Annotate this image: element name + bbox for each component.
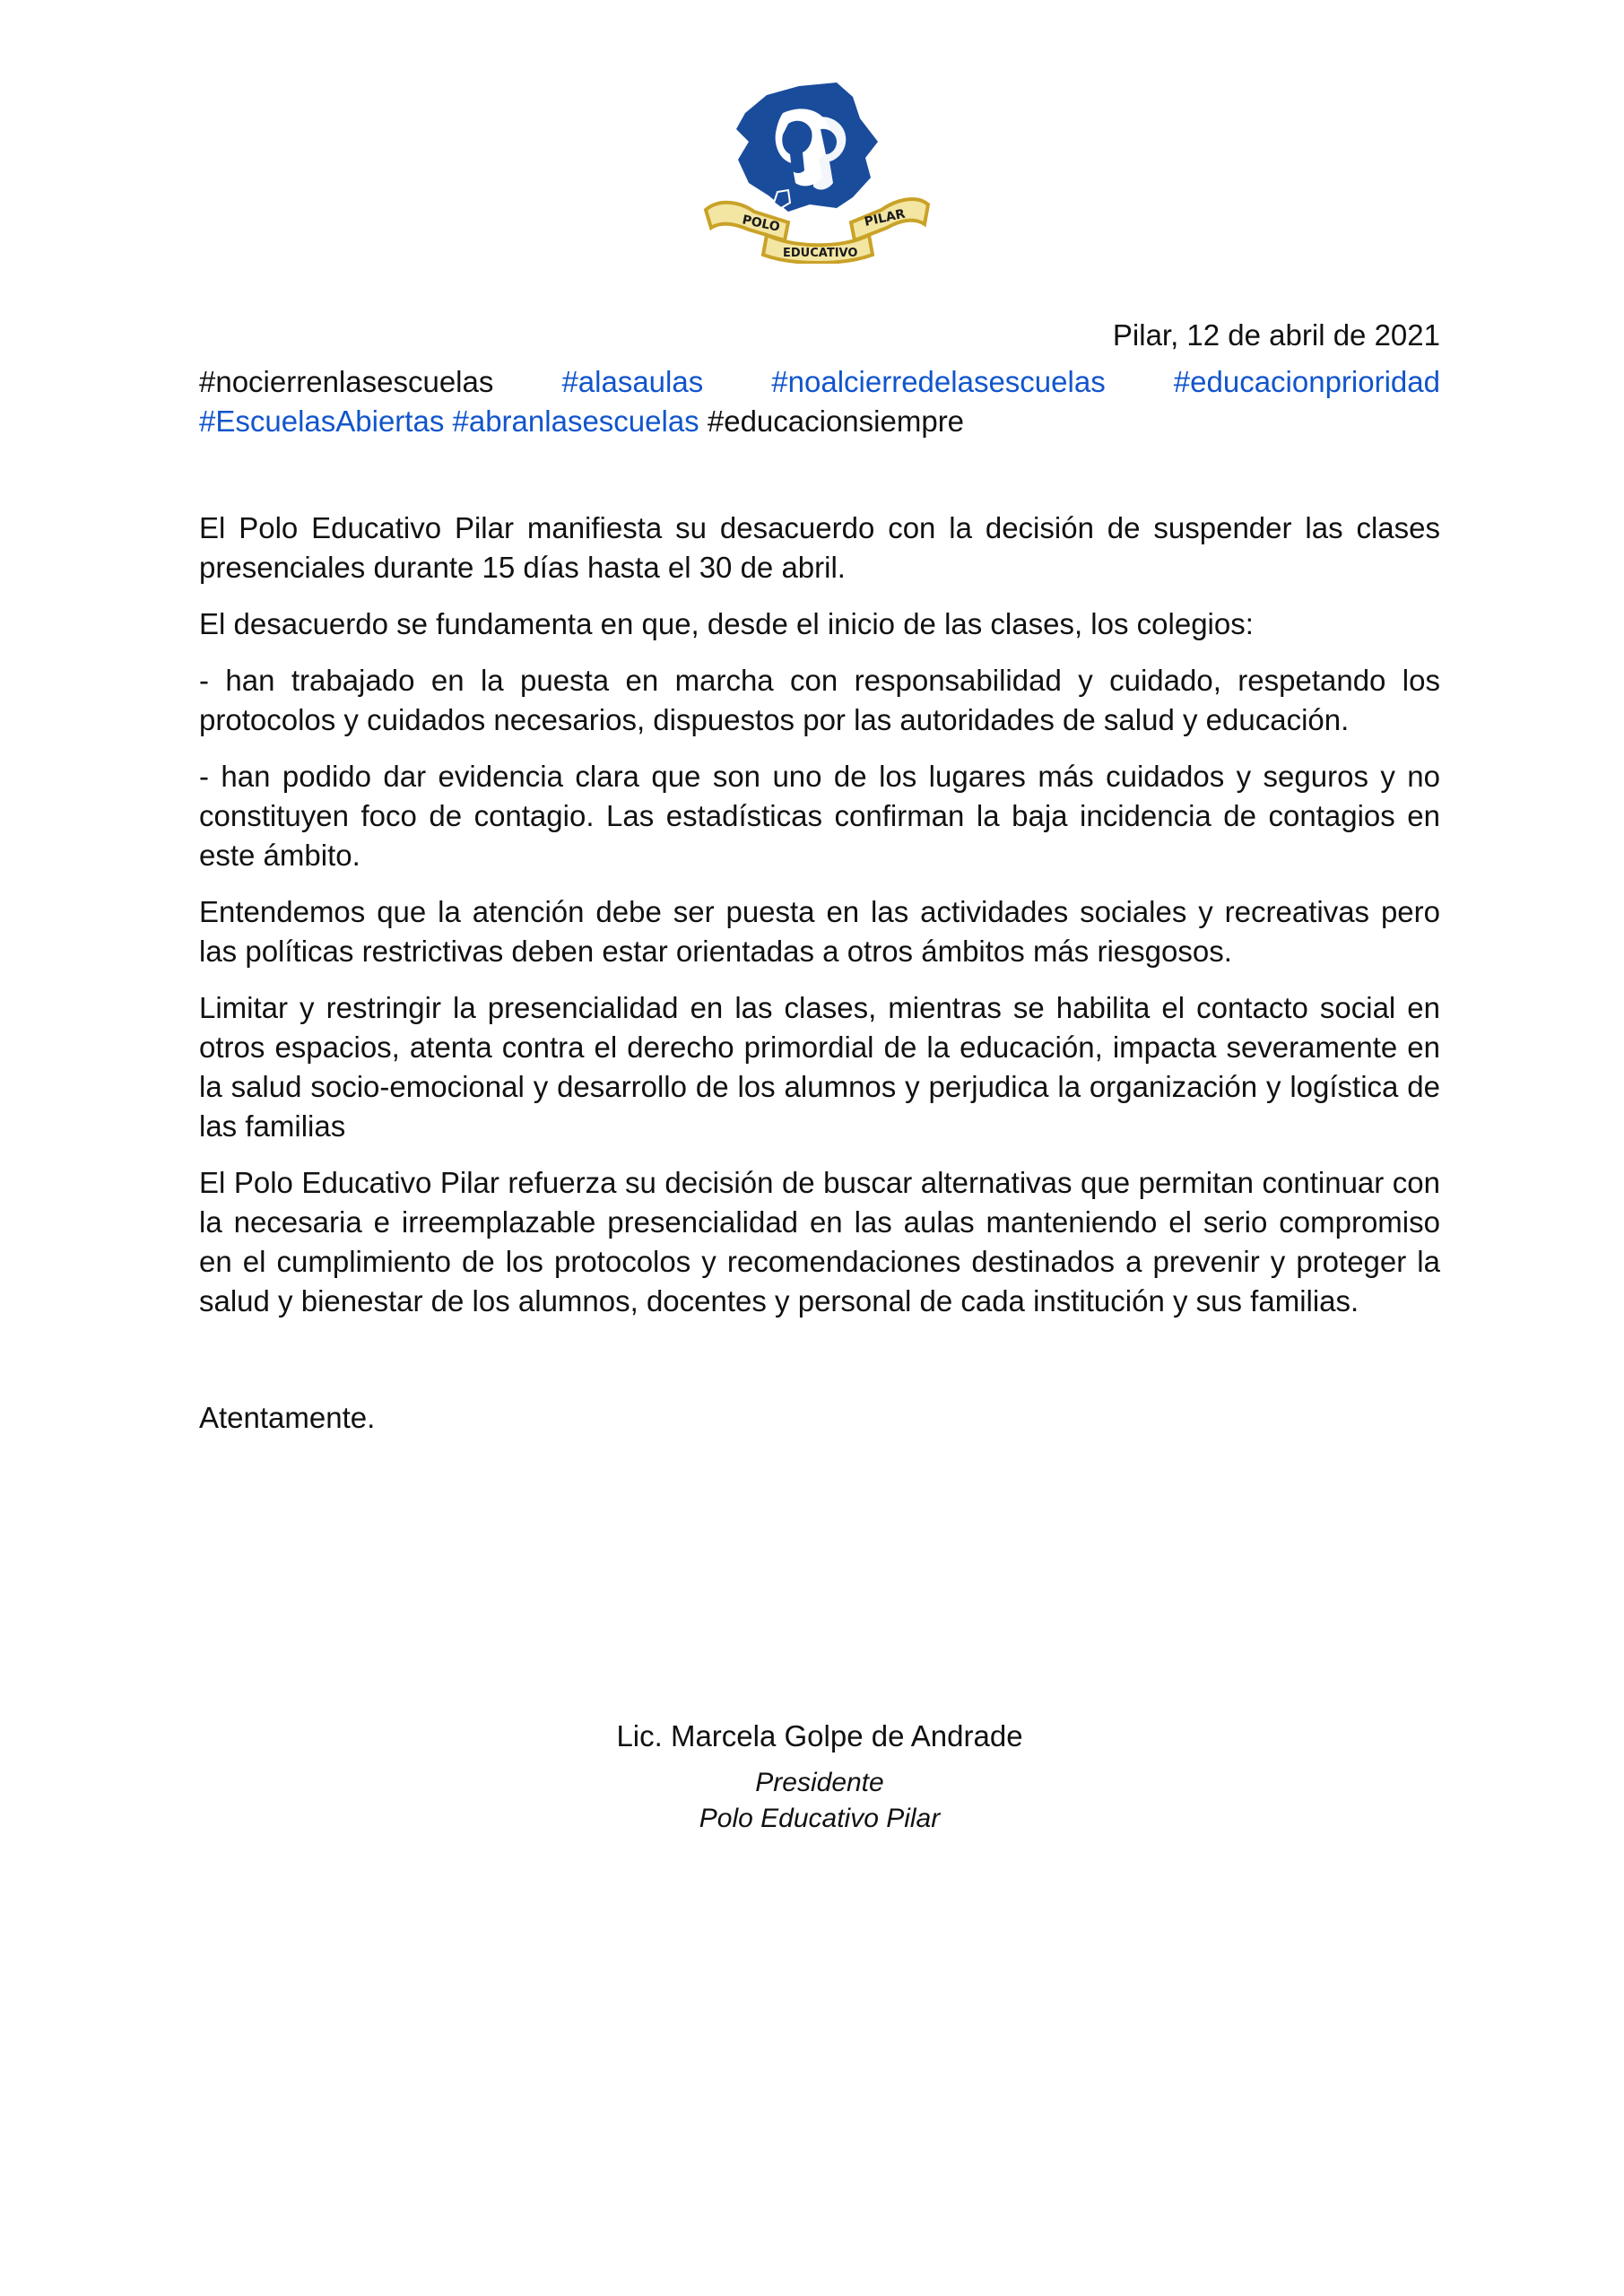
paragraph: Limitar y restringir la presencialidad en las clases, mientras se habilita el contacto social en otros espacios, atenta contra el derecho primordial de la educación, impacta severamente en la salud socio-emocional y desarrollo de los alumnos y perjudica la organización y logística de las familias — [199, 991, 1440, 1143]
hashtag-link[interactable]: #abranlasescuelas — [452, 404, 699, 438]
paragraph: El Polo Educativo Pilar refuerza su decisión de buscar alternativas que permitan continuar con la necesaria e irreemplazable presencialidad en las aulas manteniendo el serio compromiso en el cumplimiento de los protocolos y recomendaciones destinados a prevenir y proteger la salud y bienestar de los alumnos, docentes y personal de cada institución y sus familias. — [199, 1166, 1440, 1318]
logo-emblem-icon — [702, 77, 932, 264]
hashtag-link[interactable]: #alasaulas — [561, 365, 704, 398]
logo-text-pilar: PILAR — [863, 206, 907, 230]
letter-body — [199, 316, 1440, 1438]
paragraph: - han podido dar evidencia clara que son uno de los lugares más cuidados y seguros y no constituyen foco de contagio. Las estadísticas confirman la baja incidencia de contagios en este ámbito. — [199, 760, 1440, 872]
paragraph: - han trabajado en la puesta en marcha con responsabilidad y cuidado, respetando los protocolos y cuidados necesarios, dispuestos por las autoridades de salud y educación. — [199, 664, 1440, 736]
hashtag-link[interactable]: #EscuelasAbiertas — [199, 404, 445, 438]
letter-paragraphs — [199, 509, 1440, 1321]
paragraph: El Polo Educativo Pilar manifiesta su desacuerdo con la decisión de suspender las clases presenciales durante 15 días hasta el 30 de abril. — [199, 511, 1440, 584]
signatory-role: Presidente — [755, 1768, 884, 1797]
hashtag: #educacionsiempre — [707, 404, 965, 438]
signature-block — [199, 1717, 1440, 1837]
polo-educativo-logo — [702, 77, 932, 264]
hashtag: #nocierrenlasescuelas — [199, 365, 494, 398]
closing-line: Atentamente. — [199, 1401, 376, 1434]
paragraph: Entendemos que la atención debe ser puesta en las actividades sociales y recreativas pero las políticas restrictivas deben estar orientadas a otros ámbitos más riesgosos. — [199, 895, 1440, 968]
logo-text-polo: POLO — [741, 213, 782, 235]
letter-date: Pilar, 12 de abril de 2021 — [1112, 318, 1440, 352]
signatory-organization: Polo Educativo Pilar — [699, 1804, 941, 1833]
hashtag-line — [199, 362, 1440, 441]
signatory-name: Lic. Marcela Golpe de Andrade — [616, 1719, 1023, 1752]
paragraph: El desacuerdo se fundamenta en que, desde el inicio de las clases, los colegios: — [199, 607, 1254, 640]
hashtag-link[interactable]: #educacionprioridad — [1173, 365, 1440, 398]
hashtag-link[interactable]: #noalcierredelasescuelas — [771, 365, 1106, 398]
logo-text-educativo: EDUCATIVO — [783, 247, 858, 260]
